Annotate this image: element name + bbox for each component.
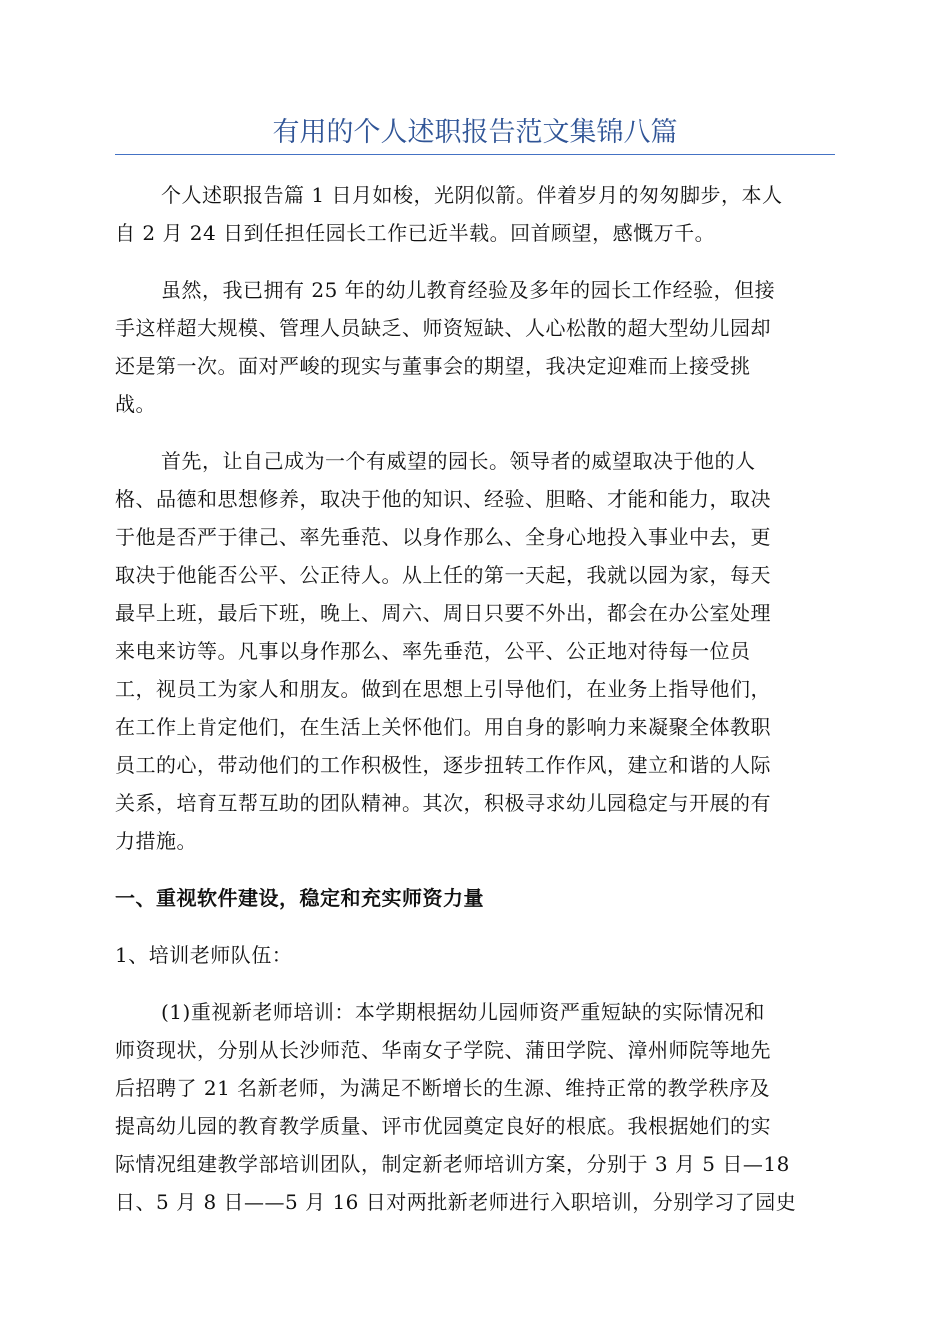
paragraph-line: 提高幼儿园的教育教学质量、评市优园奠定良好的根底。我根据她们的实 [115, 1114, 771, 1138]
paragraph-line: 首先，让自己成为一个有威望的园长。领导者的威望取决于他的人 [161, 449, 756, 473]
paragraph-line: 师资现状，分别从长沙师范、华南女子学院、蒲田学院、漳州师院等地先 [115, 1038, 771, 1062]
paragraph-line: 力措施。 [115, 829, 197, 853]
paragraph-3 [115, 442, 835, 860]
paragraph-line: 格、品德和思想修养，取决于他的知识、经验、胆略、才能和能力，取决 [115, 487, 771, 511]
paragraph-line: 在工作上肯定他们，在生活上关怀他们。用自身的影响力来凝聚全体教职 [115, 715, 771, 739]
paragraph-line: 自 2 月 24 日到任担任园长工作已近半载。回首顾望，感慨万千。 [115, 221, 716, 245]
subsection-heading: 1、培训老师队伍： [115, 943, 293, 967]
paragraph-line: 还是第一次。面对严峻的现实与董事会的期望，我决定迎难而上接受挑 [115, 354, 751, 378]
paragraph-2 [115, 271, 835, 423]
paragraph-line: 最早上班，最后下班，晚上、周六、周日只要不外出，都会在办公室处理 [115, 601, 771, 625]
paragraph-line: 虽然，我已拥有 25 年的幼儿教育经验及多年的园长工作经验，但接 [161, 278, 776, 302]
paragraph-line: 个人述职报告篇 1 日月如梭，光阴似箭。伴着岁月的匆匆脚步，本人 [161, 183, 783, 207]
paragraph-line: (1)重视新老师培训：本学期根据幼儿园师资严重短缺的实际情况和 [161, 1000, 765, 1024]
document-title: 有用的个人述职报告范文集锦八篇 [272, 117, 678, 148]
title-underline [115, 154, 835, 155]
paragraph-line: 日、5 月 8 日——5 月 16 日对两批新老师进行入职培训，分别学习了园史 [115, 1190, 797, 1214]
paragraph-line: 员工的心，带动他们的工作积极性，逐步扭转工作作风，建立和谐的人际 [115, 753, 771, 777]
paragraph-line: 关系，培育互帮互助的团队精神。其次，积极寻求幼儿园稳定与开展的有 [115, 791, 771, 815]
paragraph-1 [115, 176, 835, 252]
paragraph-line: 际情况组建教学部培训团队，制定新老师培训方案，分别于 3 月 5 日—18 [115, 1152, 790, 1176]
paragraph-line: 工，视员工为家人和朋友。做到在思想上引导他们，在业务上指导他们， [115, 677, 771, 701]
document-body [115, 176, 835, 1221]
paragraph-line: 取决于他能否公平、公正待人。从上任的第一天起，我就以园为家，每天 [115, 563, 771, 587]
paragraph-line: 于他是否严于律己、率先垂范、以身作那么、全身心地投入事业中去，更 [115, 525, 771, 549]
paragraph-line: 来电来访等。凡事以身作那么、率先垂范，公平、公正地对待每一位员 [115, 639, 751, 663]
paragraph-line: 手这样超大规模、管理人员缺乏、师资短缺、人心松散的超大型幼儿园却 [115, 316, 771, 340]
paragraph-4 [115, 993, 835, 1221]
section-heading: 一、重视软件建设，稳定和充实师资力量 [115, 886, 484, 910]
paragraph-line: 战。 [115, 392, 156, 416]
paragraph-line: 后招聘了 21 名新老师，为满足不断增长的生源、维持正常的教学秩序及 [115, 1076, 771, 1100]
